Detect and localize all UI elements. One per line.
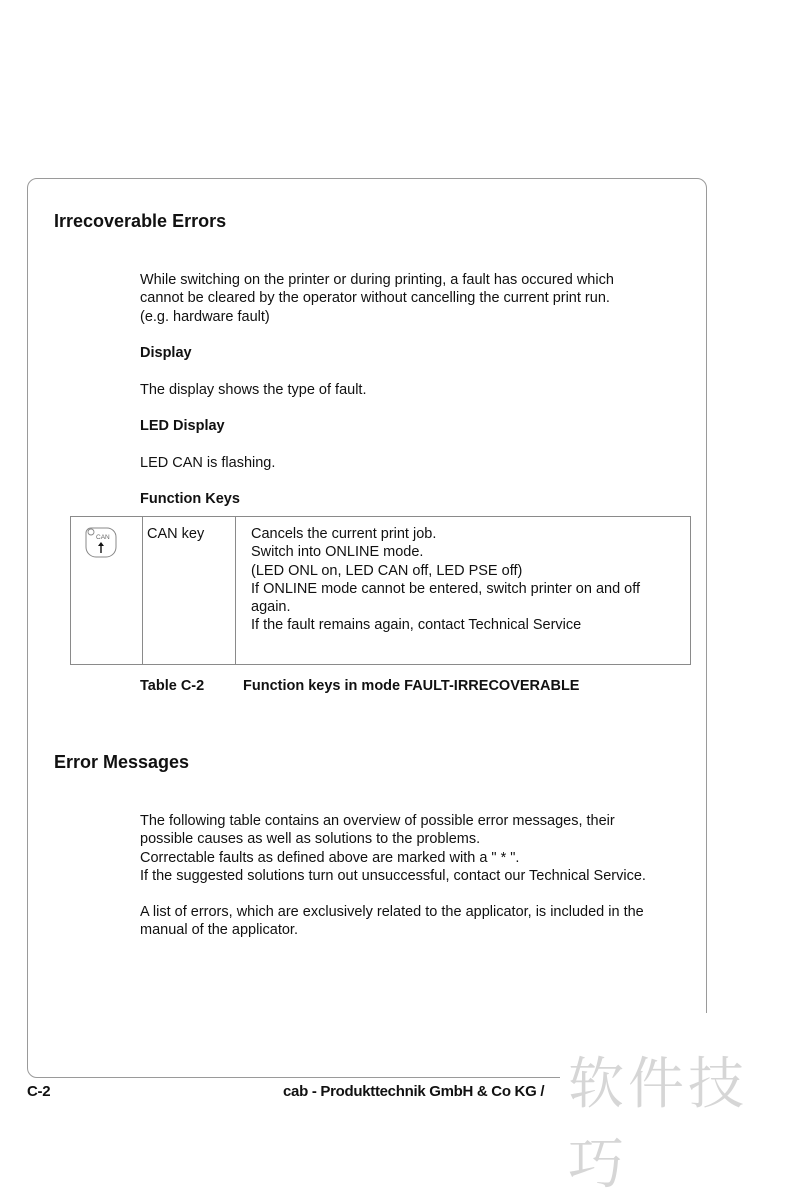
- paragraph-line: A list of errors, which are exclusively related to the applicator, is included in the: [140, 904, 644, 920]
- section-title-irrecoverable-errors: Irrecoverable Errors: [54, 211, 227, 231]
- watermark: 软件技巧: [568, 1052, 748, 1197]
- display-text: The display shows the type of fault.: [140, 382, 367, 398]
- svg-text:CAN: CAN: [96, 534, 110, 541]
- description-line: Cancels the current print job.: [251, 526, 437, 542]
- error-messages-paragraph: [140, 812, 720, 885]
- paragraph-line: manual of the applicator.: [140, 922, 298, 939]
- description-line: again.: [251, 599, 291, 616]
- key-icon-cell: [71, 517, 143, 665]
- key-description-cell: [236, 517, 691, 665]
- display-heading: Display: [140, 345, 192, 361]
- intro-line: While switching on the printer or during printing, a fault has occured which: [140, 272, 614, 288]
- description-line: Switch into ONLINE mode.: [251, 544, 424, 561]
- footer-company: cab - Produkttechnik GmbH & Co KG /: [283, 1083, 545, 1100]
- table-caption-text: Function keys in mode FAULT-IRRECOVERABLE: [243, 678, 580, 694]
- table-row: [71, 517, 691, 665]
- paragraph-line: possible causes as well as solutions to the problems.: [140, 831, 481, 848]
- intro-paragraph: [140, 271, 700, 326]
- description-line: If the fault remains again, contact Technical Service: [251, 617, 582, 634]
- description-line: If ONLINE mode cannot be entered, switch printer on and off: [251, 580, 641, 597]
- description-line: (LED ONL on, LED CAN off, LED PSE off): [251, 562, 523, 579]
- key-name-cell: CAN key: [143, 517, 236, 665]
- applicator-paragraph: [140, 903, 720, 940]
- page-number: C-2: [27, 1083, 51, 1100]
- table-caption-number: Table C-2: [140, 678, 205, 694]
- paragraph-line: If the suggested solutions turn out unsuccessful, contact our Technical Service.: [140, 867, 646, 884]
- intro-line: cannot be cleared by the operator without cancelling the current print run.: [140, 290, 610, 307]
- intro-line: (e.g. hardware fault): [140, 308, 270, 325]
- led-display-text: LED CAN is flashing.: [140, 455, 276, 471]
- section-title-error-messages: Error Messages: [54, 752, 190, 772]
- paragraph-line: Correctable faults as defined above are marked with a " * ".: [140, 849, 520, 866]
- can-key-icon: [85, 526, 117, 558]
- paragraph-line: The following table contains an overview of possible error messages, their: [140, 813, 615, 829]
- led-display-heading: LED Display: [140, 418, 225, 434]
- function-keys-heading: Function Keys: [140, 491, 240, 507]
- function-keys-table: [70, 516, 691, 665]
